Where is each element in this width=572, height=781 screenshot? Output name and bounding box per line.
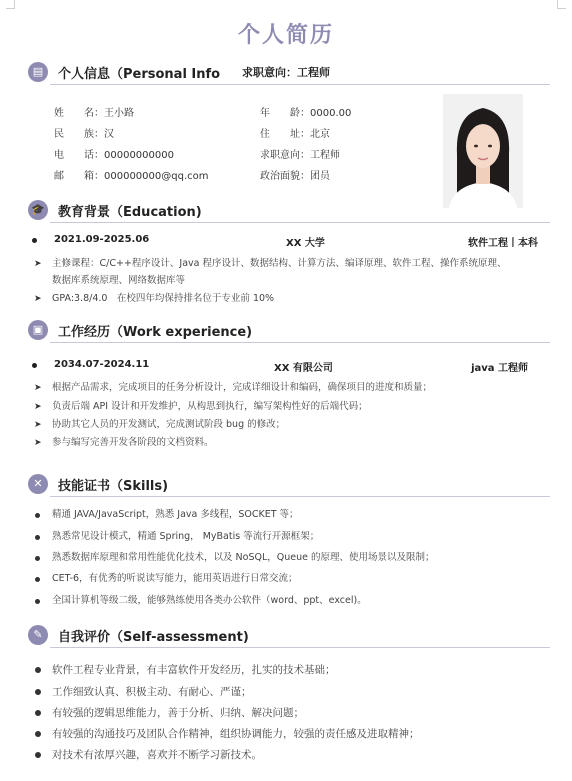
education-date: 2021.09-2025.06 xyxy=(54,234,150,245)
section-divider xyxy=(50,222,550,223)
list-item: 熟悉常见设计模式，精通 Spring， MyBatis 等流行开源框架； xyxy=(34,529,544,545)
info-row: 求职意向：工程师 xyxy=(260,150,340,161)
section-divider xyxy=(50,84,550,85)
graduation-cap-icon: 🎓 xyxy=(28,200,48,220)
list-item: ➤ 主修课程：C/C++程序设计、Java 程序设计、数据结构、计算方法、编译原理、软件工程、操作系统原理、 xyxy=(34,258,507,269)
bullet xyxy=(32,363,37,368)
section-divider xyxy=(50,342,550,343)
info-row: 姓 名：王小路 xyxy=(54,108,134,119)
list-item: ➤ GPA:3.8/4.0 在校四年均保持排名位于专业前 10% xyxy=(34,293,275,304)
section-title: 个人信息（Personal Info xyxy=(58,67,221,82)
job-intent: 求职意向：工程师 xyxy=(242,66,330,79)
section-title: 工作经历（Work experience) xyxy=(58,325,253,340)
bullet xyxy=(32,238,37,243)
corner-mark-right xyxy=(557,0,566,9)
info-row: 住 址：北京 xyxy=(260,129,330,140)
list-item: 有较强的沟通技巧及团队合作精神，组织协调能力，较强的责任感及进取精神； xyxy=(34,724,544,744)
list-item: 数据库系统原理、网络数据库等 xyxy=(52,275,186,286)
list-item: ➤ 根据产品需求，完成项目的任务分析设计，完成详细设计和编码，确保项目的进度和质量； xyxy=(34,382,433,393)
list-item: CET-6，有优秀的听说读写能力，能用英语进行日常交流； xyxy=(34,571,544,587)
work-role: java 工程师 xyxy=(471,363,528,374)
education-school: XX 大学 xyxy=(286,238,325,249)
section-skills xyxy=(28,474,550,496)
list-item: 软件工程专业背景，有丰富软件开发经历，扎实的技术基础； xyxy=(34,660,544,680)
section-education xyxy=(28,200,550,222)
list-item: ➤ 参与编写完善开发各阶段的文档资料。 xyxy=(34,437,214,448)
info-row: 电 话：00000000000 xyxy=(54,150,174,161)
work-header xyxy=(32,359,542,373)
resume-title: 个人简历 xyxy=(237,23,334,48)
info-row: 邮 箱：000000000@qq.com xyxy=(54,171,209,182)
section-self-assessment xyxy=(28,625,550,647)
list-item: 精通 JAVA/JavaScript，熟悉 Java 多线程，SOCKET 等； xyxy=(34,507,544,523)
corner-mark-left xyxy=(6,0,15,9)
list-item: 全国计算机等级二级，能够熟练使用各类办公软件（word、ppt、excel)。 xyxy=(34,593,544,609)
education-header xyxy=(32,234,542,248)
section-title: 教育背景（Education) xyxy=(58,205,202,220)
list-item: 工作细致认真、积极主动、有耐心、严谨； xyxy=(34,682,544,702)
section-personal-info xyxy=(28,62,550,84)
info-row: 政治面貌：团员 xyxy=(260,171,330,182)
section-divider xyxy=(50,647,550,648)
briefcase-icon: ▣ xyxy=(28,320,48,340)
list-item: ➤ 协助其它人员的开发测试，完成测试阶段 bug 的修改； xyxy=(34,419,286,430)
work-date: 2034.07-2024.11 xyxy=(54,359,150,370)
pencil-icon: ✎ xyxy=(28,625,48,645)
section-title: 自我评价（Self-assessment) xyxy=(58,630,249,645)
section-work xyxy=(28,320,550,342)
section-title: 技能证书（Skills) xyxy=(58,479,169,494)
section-divider xyxy=(50,496,550,497)
tools-icon: ✕ xyxy=(28,474,48,494)
list-item: 对技术有浓厚兴趣，喜欢并不断学习新技术。 xyxy=(34,745,544,765)
info-row: 年 龄：0000.00 xyxy=(260,108,352,119)
education-major: 软件工程丨本科 xyxy=(468,238,538,249)
info-row: 民 族：汉 xyxy=(54,129,114,140)
profile-photo xyxy=(443,94,523,208)
work-company: XX 有限公司 xyxy=(274,363,333,374)
list-item: ➤ 负责后端 API 设计和开发维护，从构思到执行，编写架构性好的后端代码； xyxy=(34,401,368,412)
list-item: 有较强的逻辑思维能力，善于分析、归纳、解决问题； xyxy=(34,703,544,723)
id-card-icon: ▤ xyxy=(28,62,48,82)
list-item: 熟悉数据库原理和常用性能优化技术，以及 NoSQL，Queue 的原理、使用场景以及限制； xyxy=(34,550,544,566)
